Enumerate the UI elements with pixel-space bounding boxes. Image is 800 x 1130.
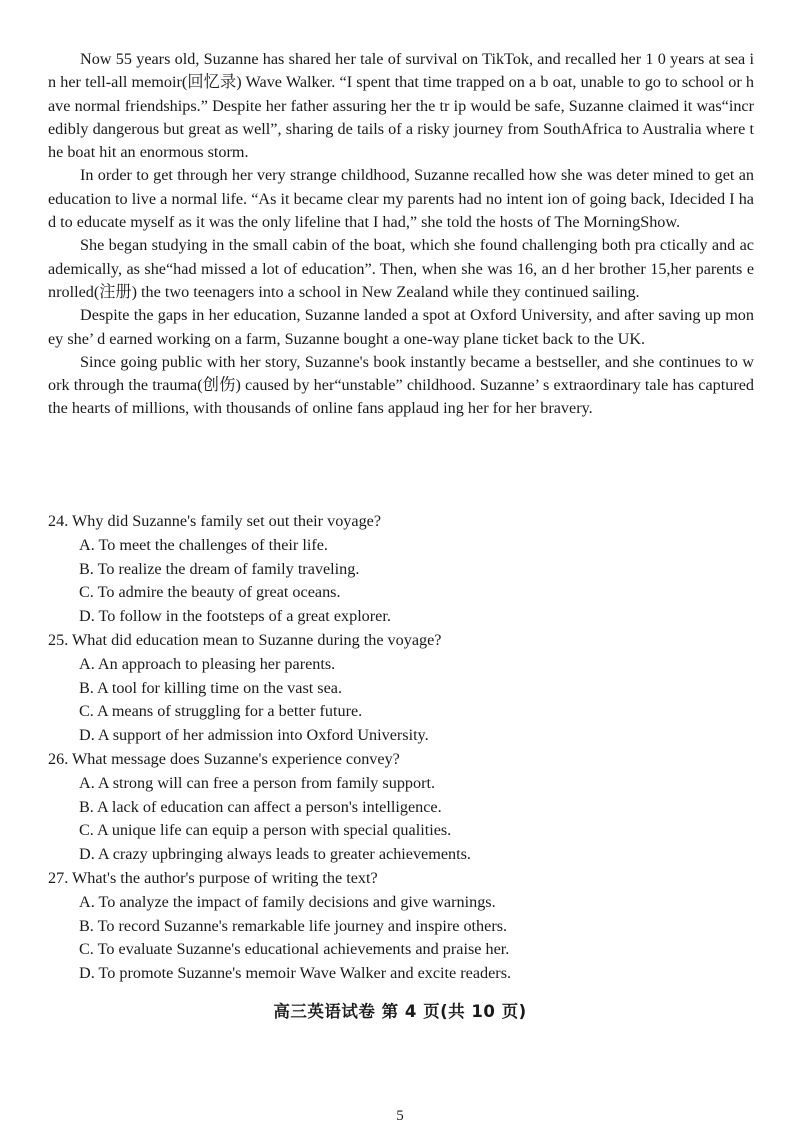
question-26 — [48, 748, 754, 867]
passage-paragraph: Now 55 years old, Suzanne has shared her tale of survival on TikTok, and recalled her 1 0 years at sea in her tell-all memoir(回忆录) Wave Walker. “I spent that time trapped on a b oat, unable to go to school or have normal friendships.” Despite her father assuring her the tr ip would be safe, Suzanne claimed it was“incredibly dangerous but great as well”, sharing de tails of a risky journey from SouthAfrica to Australia where the boat hit an enormous storm. — [48, 50, 754, 162]
question-stem: 25. What did education mean to Suzanne during the voyage? — [48, 630, 442, 649]
question-25 — [48, 629, 754, 748]
option-b: B. A tool for killing time on the vast sea. — [79, 678, 343, 697]
option-d: D. A support of her admission into Oxford University. — [79, 726, 429, 745]
option-c: C. To admire the beauty of great oceans. — [79, 583, 341, 602]
option-a: A. To meet the challenges of their life. — [79, 535, 328, 554]
option-d: D. A crazy upbringing always leads to greater achievements. — [79, 845, 471, 864]
passage-paragraph: Since going public with her story, Suzanne's book instantly became a bestseller, and she continues to work through the trauma(创伤) caused by her“unstable” childhood. Suzanne’ s extraordinary tale has captured the hearts of millions, with thousands of online fans applaud ing her for her bravery. — [48, 352, 754, 418]
question-24 — [48, 510, 754, 629]
option-b: B. A lack of education can affect a person's intelligence. — [79, 797, 442, 816]
option-a: A. An approach to pleasing her parents. — [79, 654, 336, 673]
question-stem: 26. What message does Suzanne's experience convey? — [48, 749, 400, 768]
question-27 — [48, 867, 754, 986]
reading-passage — [48, 48, 754, 421]
option-c: C. A means of struggling for a better future. — [79, 702, 363, 721]
page-number: 5 — [396, 1108, 404, 1124]
option-c: C. A unique life can equip a person with special qualities. — [79, 821, 452, 840]
page-footer: 高三英语试卷 第 4 页(共 10 页) — [273, 1002, 527, 1021]
passage-paragraph: Despite the gaps in her education, Suzanne landed a spot at Oxford University, and after saving up money she’ d earned working on a farm, Suzanne bought a one-way plane ticket back to the UK. — [48, 306, 754, 348]
option-d: D. To follow in the footsteps of a great explorer. — [79, 607, 391, 626]
question-stem: 24. Why did Suzanne's family set out their voyage? — [48, 512, 382, 530]
option-d: D. To promote Suzanne's memoir Wave Walker and excite readers. — [79, 964, 512, 983]
option-a: A. To analyze the impact of family decisions and give warnings. — [79, 892, 496, 911]
option-a: A. A strong will can free a person from family support. — [79, 773, 436, 792]
passage-paragraph: In order to get through her very strange childhood, Suzanne recalled how she was deter mined to get an education to live a normal life. “As it became clear my parents had no intent ion of going back, Idecided I had to educate myself as it was the only lifeline that I had,” she told the hosts of The MorningShow. — [48, 166, 754, 232]
question-list — [48, 510, 754, 986]
option-b: B. To realize the dream of family traveling. — [79, 559, 360, 578]
option-b: B. To record Suzanne's remarkable life journey and inspire others. — [79, 916, 508, 935]
option-c: C. To evaluate Suzanne's educational achievements and praise her. — [79, 940, 510, 959]
passage-paragraph: She began studying in the small cabin of the boat, which she found challenging both pra ctically and academically, as she“had missed a lot of education”. Then, when she was 16, an d her brother 15,her parents enrolled(注册) the two teenagers into a school in New Zealand while they continued sailing. — [48, 236, 754, 301]
question-stem: 27. What's the author's purpose of writing the text? — [48, 868, 378, 887]
